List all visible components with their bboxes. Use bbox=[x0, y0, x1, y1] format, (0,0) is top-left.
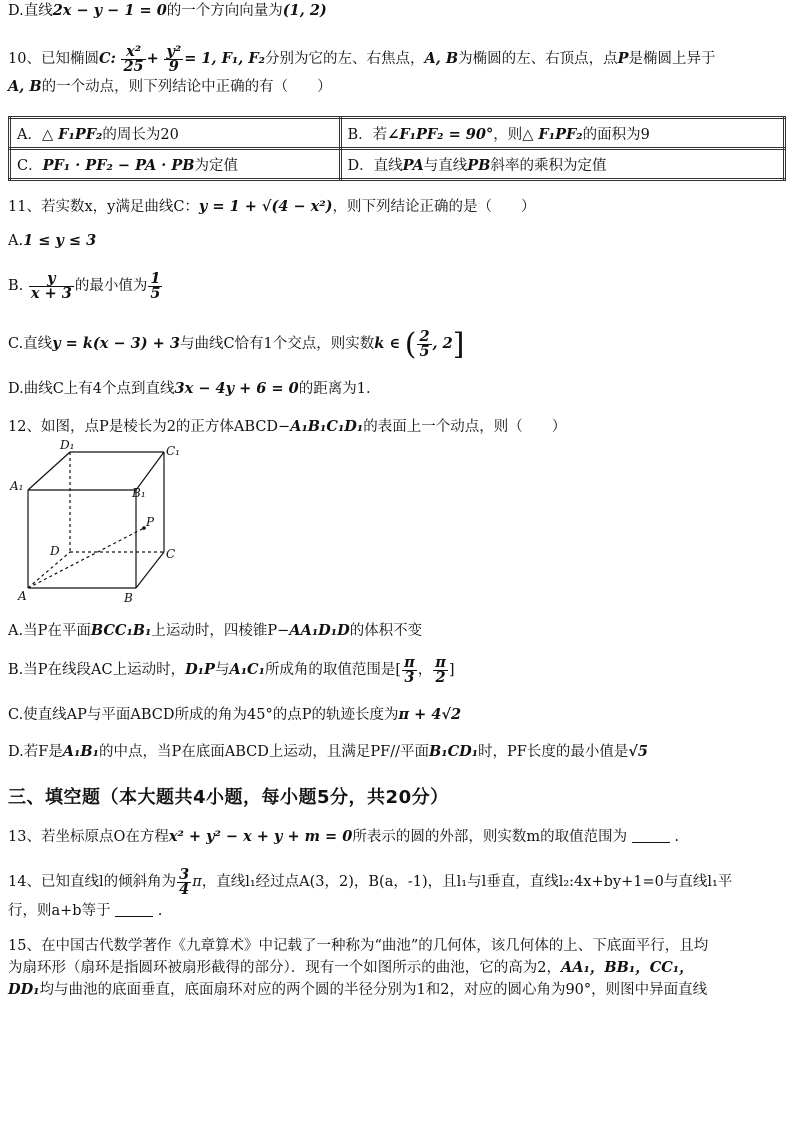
q10-option-b: B．若∠F₁PF₂ = 90°，则△ F₁PF₂的面积为9 bbox=[340, 118, 784, 149]
label-b1: B₁ bbox=[132, 486, 146, 500]
q15-line3: DD₁均与曲池的底面垂直，底面扇环对应的两个圆的半径分别为1和2，对应的圆心角为90°，则图中异面直线 bbox=[8, 981, 708, 998]
q10-stem-line1: 10、已知椭圆C: $\frac{\text{x²}}{25}$ + $\frac{\text{y²}}{9}$ = 1, F₁, F₂分别为它的左、右焦点，A, B为椭圆的左、右顶点，点P是椭圆上异于 bbox=[8, 42, 716, 75]
q12-stem: 12、如图，点P是棱长为2的正方体ABCD−A₁B₁C₁D₁的表面上一个动点，则（ ） bbox=[8, 418, 567, 435]
label-a1: A₁ bbox=[10, 479, 24, 493]
q10-stem-line2: A, B的一个动点，则下列结论中正确的有（ ） bbox=[8, 78, 332, 95]
q10-options-table bbox=[8, 116, 786, 181]
q10-option-a: A．△ F₁PF₂的周长为20 bbox=[10, 118, 341, 149]
q11-option-d: D.曲线C上有4个点到直线3x − 4y + 6 = 0的距离为1. bbox=[8, 380, 371, 397]
label-c: C bbox=[166, 547, 176, 561]
q13-stem: 13、若坐标原点O在方程x² + y² − x + y + m = 0所表示的圆的外部，则实数m的取值范围为 . bbox=[8, 828, 679, 845]
q15-line2: 为扇环形（扇环是指圆环被扇形截得的部分）．现有一个如图所示的曲池，它的高为2，AA₁，BB₁，CC₁， bbox=[8, 959, 694, 976]
label-a: A bbox=[18, 589, 27, 603]
q11-option-c: C.直线y = k(x − 3) + 3与曲线C恰有1个交点，则实数k ∈ ( $\frac{2}{5}$ , 2] bbox=[8, 327, 465, 362]
q12-option-d: D.若F是A₁B₁的中点，当P在底面ABCD上运动，且满足PF//平面B₁CD₁时，PF长度的最小值是√5 bbox=[8, 743, 648, 760]
section-title: 三、填空题（本大题共4小题，每小题5分，共20分） bbox=[8, 787, 449, 808]
q13-answer-blank[interactable] bbox=[632, 828, 670, 843]
q11-stem: 11、若实数x，y满足曲线C：y = 1 + √(4 − x²)，则下列结论正确的是（ ） bbox=[8, 198, 536, 215]
q11-option-b: B. $\frac{y}{x + 3}$ 的最小值为 $\frac{1}{5}$ bbox=[8, 269, 161, 302]
q12-option-b: B.当P在线段AC上运动时，D₁P与A₁C₁所成角的取值范围是[ $\frac{\pi}{3}$ ， $\frac{\pi}{2}$ ] bbox=[8, 653, 455, 686]
q9-option-d: D.直线2x − y − 1 = 0的一个方向向量为(1, 2) bbox=[8, 2, 327, 19]
q12-option-c: C.使直线AP与平面ABCD所成的角为45°的点P的轨迹长度为π + 4√2 bbox=[8, 706, 462, 723]
q15-line1: 15、在中国古代数学著作《九章算术》中记载了一种称为“曲池”的几何体，该几何体的上、下底面平行，且均 bbox=[8, 938, 709, 954]
q14-answer-blank[interactable] bbox=[115, 902, 153, 917]
q10-option-c: C．PF₁ · PF₂ − PA · PB为定值 bbox=[10, 149, 341, 180]
q14-line2: 行，则a+b等于 . bbox=[8, 903, 163, 919]
q11-option-a: A.1 ≤ y ≤ 3 bbox=[8, 232, 97, 249]
label-p: P bbox=[146, 515, 155, 529]
cube-figure bbox=[8, 440, 188, 610]
label-d1: D₁ bbox=[60, 440, 75, 452]
q12-option-a: A.当P在平面BCC₁B₁上运动时，四棱锥P−AA₁D₁D的体积不变 bbox=[8, 622, 423, 639]
label-c1: C₁ bbox=[166, 444, 180, 458]
label-d: D bbox=[50, 544, 60, 558]
q10-option-d: D．直线PA与直线PB斜率的乘积为定值 bbox=[340, 149, 784, 180]
label-b: B bbox=[124, 591, 133, 605]
q14-line1: 14、已知直线l的倾斜角为 $\frac{3}{4}$ π，直线l₁经过点A(3，2)，B(a，-1)，且l₁与l垂直，直线l₂:4x+by+1=0与直线l₁平 bbox=[8, 865, 733, 898]
